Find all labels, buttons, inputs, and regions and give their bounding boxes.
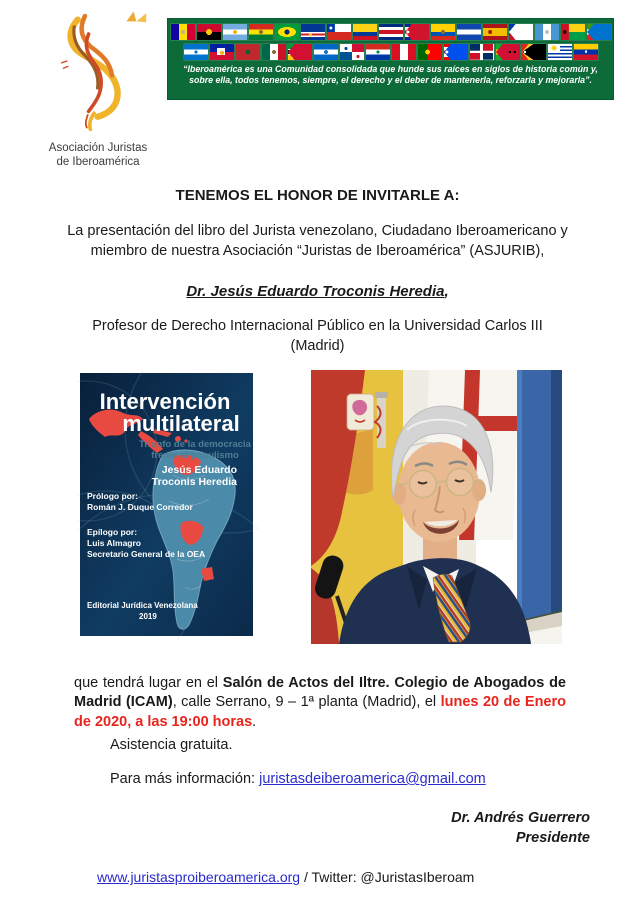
flag-uruguay-icon	[548, 44, 572, 60]
flag-mozambique-icon	[288, 44, 312, 60]
butterfly-icon	[126, 12, 146, 23]
book-author-line1: Jesús Eduardo	[161, 464, 237, 476]
flag-costa-rica-icon	[379, 24, 403, 40]
logo-caption	[18, 141, 178, 169]
flag-nicaragua-icon	[314, 44, 338, 60]
intro-line2: miembro de nuestra Asociación “Juristas de Iberoamérica” (ASJURIB),	[90, 242, 545, 259]
intro-line1: La presentación del libro del Jurista venezolano, Ciudadano Iberoamericano y	[67, 223, 568, 239]
flags-row-2	[168, 44, 613, 60]
twitter-handle: @JuristasIberoam	[360, 869, 475, 885]
flag-mexico-icon	[262, 44, 286, 60]
invitation-heading: TENEMOS EL HONOR DE INVITARLE A:	[175, 187, 460, 204]
book-title-line2: multilateral	[122, 411, 240, 436]
flag-honduras-icon	[184, 44, 208, 60]
banner-quote-line1: “Iberoamérica es una Comunidad consolidada que hunde sus raíces en siglos de historia común y,	[183, 64, 598, 74]
logo-caption-line1: Asociación Juristas	[48, 142, 148, 154]
website-link[interactable]: www.juristasproiberoamerica.org	[97, 869, 301, 885]
flag-puerto-rico-icon	[444, 44, 468, 60]
book-subtitle-line1: Triunfo de la democracia	[139, 439, 251, 450]
flag-brasil-icon	[275, 24, 299, 40]
flag-panama-icon	[340, 44, 364, 60]
flag-bolivia-icon	[249, 24, 273, 40]
flag-peru-icon	[392, 44, 416, 60]
association-logo-block	[18, 6, 178, 169]
attendance-note: Asistencia gratuita.	[110, 737, 233, 753]
book-cover-image	[77, 371, 258, 639]
signature-name: Dr. Andrés Guerrero	[451, 810, 590, 826]
flag-haiti-icon	[210, 44, 234, 60]
flag-venezuela-icon	[574, 44, 598, 60]
flag-angola-icon	[197, 24, 221, 40]
honoree-name-line	[0, 283, 635, 300]
flag-ecuador-icon	[431, 24, 455, 40]
role-line1: Profesor de Derecho Internacional Público en la Universidad Carlos III	[92, 318, 543, 334]
info-line	[110, 771, 486, 787]
banner-quote-line2: sobre ella, todos tenemos, siempre, el derecho y el deber de mantenerla, reforzarla y mejorarla”.	[189, 74, 592, 85]
flag-cuba-icon	[405, 24, 429, 40]
footer-links	[97, 869, 474, 885]
flag-espana-icon	[483, 24, 507, 40]
book-publisher: Editorial Jurídica Venezolana	[87, 601, 198, 610]
iberoamerica-flags-banner	[167, 18, 614, 100]
logo-caption-line2: de Iberoamérica	[56, 156, 140, 168]
event-text-end: .	[252, 713, 257, 730]
event-venue: Salón de Actos del Iltre. Colegio de Abogados de Madrid (ICAM)	[74, 674, 566, 710]
flag-timor-oriental-icon	[522, 44, 546, 60]
book-title-line1: Intervención	[99, 389, 231, 414]
flag-filipinas-icon	[509, 24, 533, 40]
flag-republica-dominicana-icon	[470, 44, 494, 60]
honoree-comma: ,	[444, 283, 449, 300]
book-author-line2: Troconis Heredia	[151, 476, 237, 488]
event-text-2: , calle Serrano, 9 – 1ª planta (Madrid), el	[172, 694, 441, 710]
flag-sao-tome-icon	[496, 44, 520, 60]
honoree-role	[0, 317, 635, 356]
flags-row-1	[168, 24, 613, 40]
flag-cabo-verde-icon	[301, 24, 325, 40]
flag-argentina-icon	[223, 24, 247, 40]
blue-flag	[517, 370, 562, 644]
signature-block	[451, 809, 590, 848]
contact-email-link[interactable]: juristasdeiberoamerica@gmail.com	[259, 771, 486, 787]
book-year: 2019	[139, 612, 157, 621]
flag-guatemala-icon	[535, 24, 559, 40]
flag-el-salvador-icon	[457, 24, 481, 40]
book-epilogue-label: Epílogo por:	[87, 527, 138, 537]
speaker-photo	[311, 370, 562, 644]
signature-title: Presidente	[515, 829, 590, 846]
flag-andorra-icon	[171, 24, 195, 40]
flag-guinea-bissau-icon	[561, 24, 585, 40]
ribbon-americas-logo-icon	[31, 6, 166, 134]
flag-paraguay-icon	[366, 44, 390, 60]
book-epilogue-role: Secretario General de la OEA	[87, 549, 206, 559]
info-label: Para más información:	[110, 771, 260, 787]
invitation-intro	[0, 222, 635, 261]
book-prologue-name: Román J. Duque Corredor	[87, 502, 193, 512]
flag-portugal-icon	[418, 44, 442, 60]
footer-separator: / Twitter:	[300, 869, 361, 885]
ribbon-strokes	[61, 16, 117, 129]
book-prologue-label: Prólogo por:	[87, 491, 138, 501]
flag-guinea-ecuatorial-icon	[587, 24, 611, 40]
flag-colombia-icon	[353, 24, 377, 40]
flag-marruecos-icon	[236, 44, 260, 60]
event-details-paragraph	[74, 674, 566, 733]
event-date-time: lunes 20 de Enero de 2020, a las 19:00 horas	[74, 694, 567, 730]
banner-quote	[168, 64, 613, 85]
flag-chile-icon	[327, 24, 351, 40]
honoree-name: Dr. Jesús Eduardo Troconis Heredia	[186, 283, 445, 300]
role-line2: (Madrid)	[290, 337, 345, 354]
event-text-1: que tendrá lugar en el	[74, 674, 223, 691]
book-epilogue-name: Luis Almagro	[87, 538, 141, 548]
book-subtitle-line2: frente al populismo	[151, 450, 239, 461]
